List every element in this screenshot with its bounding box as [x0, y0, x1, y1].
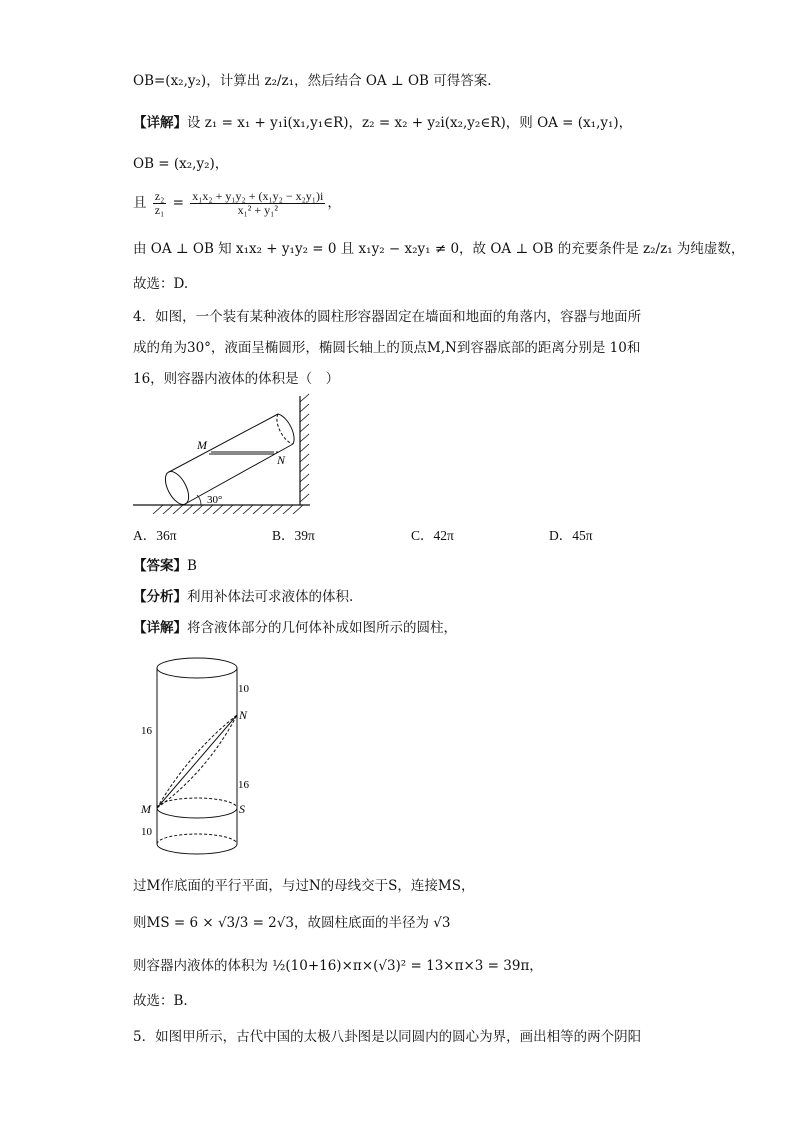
angle-label: 30°	[207, 494, 223, 506]
tilted-cylinder	[161, 414, 294, 508]
text: 设 z₁ = x₁ + y₁i(x₁,y₁∈R)，z₂ = x₂ + y₂i(x₂,y₂∈R)，则 OA = (x₁,y₁)，	[187, 115, 633, 131]
denominator: x₁² + y₁²	[237, 203, 278, 217]
numerator: x₁x₂ + y₁y₂ + (x₁y₂ − x₂y₁)i	[192, 189, 324, 203]
question-4-line-3	[133, 368, 339, 390]
label-top-right: 10	[238, 683, 249, 695]
text: 由 OA ⊥ OB 知 x₁x₂ + y₁y₂ = 0 且 x₁y₂ − x₂y₁ ≠ 0，故 OA ⊥ OB 的充要条件是 z₂/z₁ 为纯虚数，	[133, 241, 745, 257]
solution-line-1	[133, 70, 492, 92]
question-5-line-1	[133, 1026, 641, 1048]
text: 则容器内液体的体积为 ½(10+16)×π×(√3)² = 13×π×3 = 39π，	[133, 958, 543, 974]
solution-line-3	[133, 153, 228, 175]
prefix: 且	[133, 195, 147, 211]
detail-line	[133, 617, 457, 639]
option-a: A．36π	[133, 528, 177, 543]
completed-cylinder-figure	[135, 652, 265, 867]
z-ratio: $\frac{\text{z₂}}{\text{z₁}}$	[154, 189, 165, 217]
text: 4．如图，一个装有某种液体的圆柱形容器固定在墙面和地面的角落内，容器与地面所	[133, 309, 642, 325]
label-n: N	[277, 453, 286, 467]
solution-step-1	[133, 875, 474, 897]
label-s: S	[239, 802, 245, 816]
solution-step-2	[133, 912, 450, 934]
solution-step-4	[133, 990, 188, 1012]
ground-hatch	[153, 505, 303, 514]
solution-line-4: 且 $\frac{\text{z₂}}{\text{z₁}}$ = $\frac{\text{x₁x₂ + y₁y₂ + (x₁y₂ − x₂y₁)i}}{\text{x₁² + y₁²}}$ ，	[133, 189, 341, 217]
answer-value: B	[187, 558, 197, 574]
analysis-line	[133, 586, 353, 608]
cylinder-corner-figure	[133, 392, 343, 517]
analysis-text: 利用补体法可求液体的体积.	[187, 589, 354, 605]
text: 5．如图甲所示，古代中国的太极八卦图是以同圆内的圆心为界，画出相等的两个阴阳	[133, 1029, 642, 1045]
detail-tag: 【详解】	[133, 115, 187, 131]
label-left: 16	[141, 725, 152, 737]
option-d: D．45π	[549, 528, 593, 543]
question-4-line-2	[133, 337, 640, 359]
text: 16，则容器内液体的体积是（ ）	[133, 371, 340, 387]
text: 则MS = 6 × √3/3 = 2√3，故圆柱底面的半径为 √3	[133, 915, 451, 931]
solution-line-2	[133, 112, 632, 134]
answer-line	[133, 555, 197, 577]
wall-hatch	[300, 394, 309, 502]
text: OB = (x₂,y₂)，	[133, 156, 229, 172]
label-m: M	[197, 438, 207, 452]
label-m: M	[141, 802, 151, 816]
text: 成的角为30°，液面呈椭圆形，椭圆长轴上的顶点M,N到容器底部的距离分别是 10和	[133, 340, 641, 356]
expansion-fraction	[190, 190, 325, 217]
label-n: N	[239, 708, 248, 722]
text: 故选：D.	[133, 276, 189, 292]
option-b: B．39π	[272, 528, 315, 543]
text: 过M作底面的平行平面，与过N的母线交于S，连接MS，	[133, 878, 475, 894]
option-c: C．42π	[411, 528, 454, 543]
detail-text: 将含液体部分的几何体补成如图所示的圆柱，	[187, 620, 457, 636]
solution-line-6	[133, 273, 188, 295]
label-right: 16	[238, 779, 249, 791]
text: 故选：B.	[133, 993, 188, 1009]
solution-step-3	[133, 955, 543, 977]
analysis-tag: 【分析】	[133, 589, 187, 605]
detail-tag: 【详解】	[133, 620, 187, 636]
label-bottom-left: 10	[141, 826, 152, 838]
answer-tag: 【答案】	[133, 558, 187, 574]
cylinder-outline	[157, 658, 237, 854]
text: OB=(x₂,y₂)，计算出 z₂/z₁，然后结合 OA ⊥ OB 可得答案.	[133, 73, 492, 89]
solution-line-5	[133, 238, 744, 260]
question-4-line-1	[133, 306, 641, 328]
